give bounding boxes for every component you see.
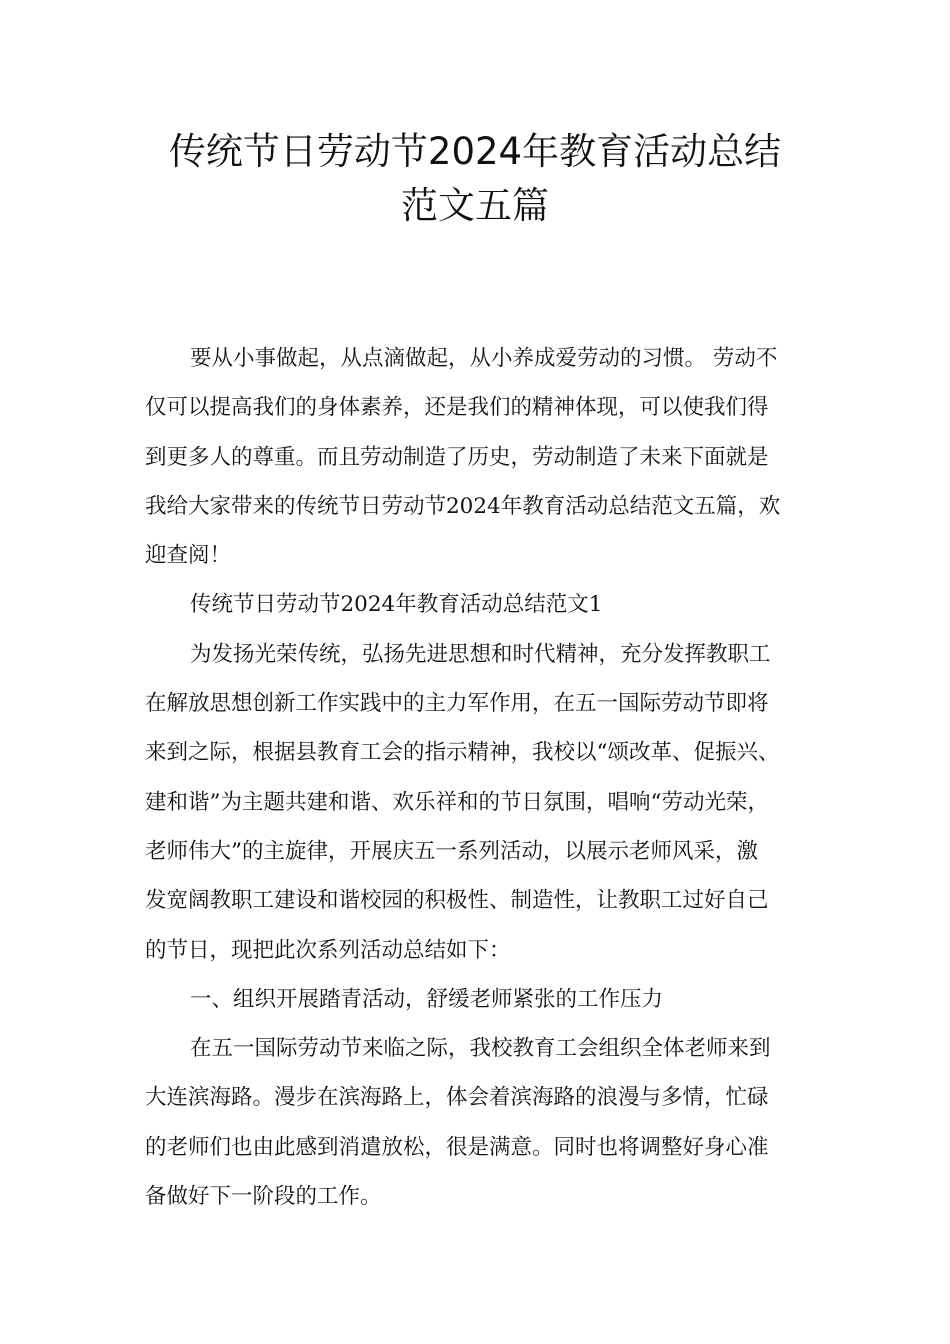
text-line: 的老师们也由此感到消遣放松，很是满意。同时也将调整好身心准 [145,1134,769,1160]
text-line: 一、组织开展踏青活动，舒缓老师紧张的工作压力 [190,986,664,1012]
text-line: 到更多人的尊重。而且劳动制造了历史，劳动制造了未来下面就是 [145,444,769,470]
body-paragraph [145,1024,835,1221]
text-line: 发宽阔教职工建设和谐校园的积极性、制造性，让教职工过好自己 [145,888,769,914]
body-paragraph [145,630,835,975]
text-line: 传统节日劳动节2024年教育活动总结范文1 [190,592,603,618]
text-line: 我给大家带来的传统节日劳动节2024年教育活动总结范文五篇，欢 [145,493,781,519]
text-line: 要从小事做起，从点滴做起，从小养成爱劳动的习惯。 劳动不 [190,346,778,371]
text-line: 在五一国际劳动节来临之际，我校教育工会组织全体老师来到 [190,1036,771,1062]
text-line: 老师伟大”的主旋律，开展庆五一系列活动，以展示老师风采，激 [145,838,758,864]
text-line: 为发扬光荣传统，弘扬先进思想和时代精神，充分发挥教职工 [190,641,771,667]
text-line: 备做好下一阶段的工作。 [145,1184,382,1210]
text-line: 的节日，现把此次系列活动总结如下： [145,937,511,963]
intro-paragraph [145,334,835,580]
document-body [145,334,835,1221]
text-line: 在解放思想创新工作实践中的主力军作用，在五一国际劳动节即将 [145,691,769,717]
text-line: 大连滨海路。漫步在滨海路上，体会着滨海路的浪漫与多情，忙碌 [145,1085,769,1111]
subsection-heading [145,975,835,1024]
document-title-line-1: 传统节日劳动节2024年教育活动总结 [168,130,782,173]
section-heading [145,580,835,629]
document-title-line-2: 范文五篇 [401,184,549,227]
text-line: 迎查阅！ [145,543,232,569]
text-line: 建和谐”为主题共建和谐、欢乐祥和的节日氛围，唱响“劳动光荣， [145,789,769,815]
text-line: 来到之际，根据县教育工会的指示精神，我校以“颂改革、促振兴、 [145,740,780,766]
text-line: 仅可以提高我们的身体素养，还是我们的精神体现，可以使我们得 [145,395,769,421]
